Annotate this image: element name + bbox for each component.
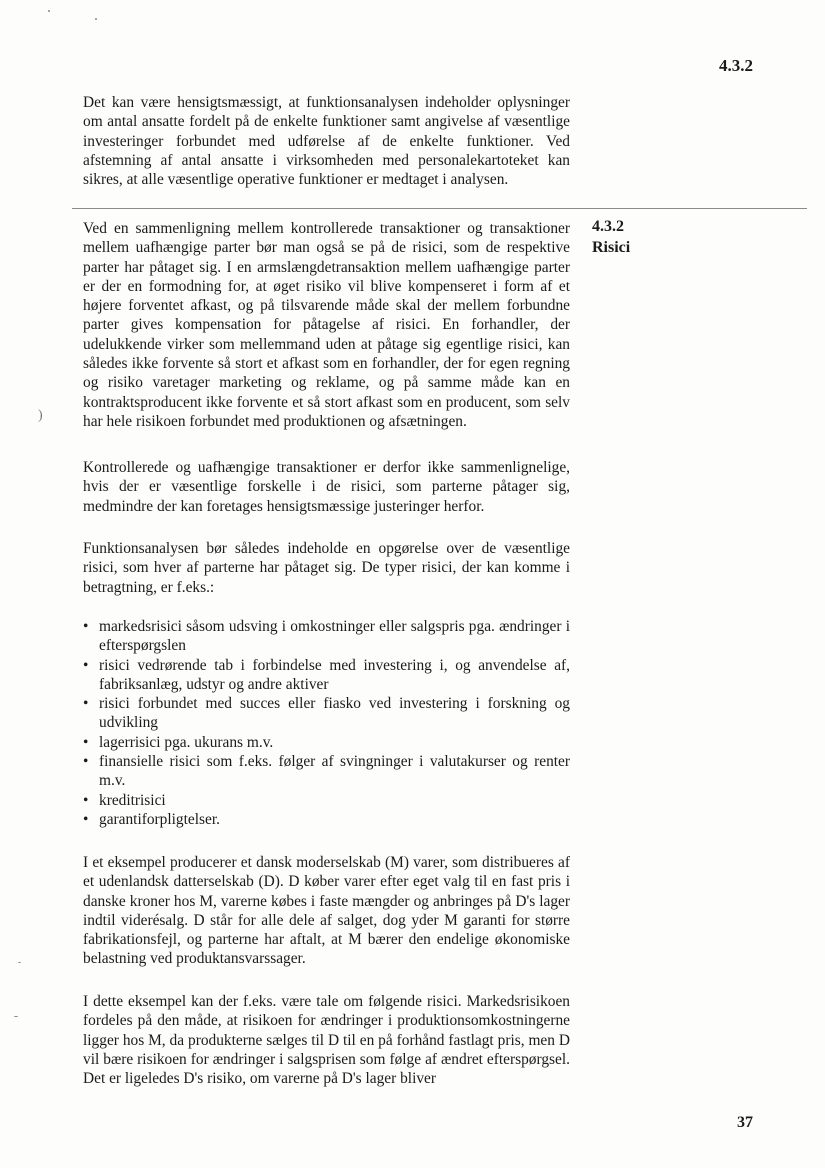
list-item-text: finansielle risici som f.eks. følger af svingninger i valutakurser og renter m.v. [99,753,570,790]
bullet-icon: • [83,695,89,713]
scan-speck [48,10,50,12]
list-item-text: lagerrisici pga. ukurans m.v. [99,733,274,751]
list-item-text: garantiforpligtelser. [99,810,220,828]
paragraph-example-risks: I dette eksempel kan der f.eks. være tale om følgende risici. Markedsrisikoen fordeles på den måde, at risikoen for ændringer i produktionsomkostningerne ligger hos M, da produkterne sælges til D til en på forhånd fastlagt pris, men D vil bære risikoen for ændringer i salgsprisen som følge af ændret efterspørgsel. Det er ligeledes D's risiko, om varerne på D's lager bliver [83,993,570,1088]
header-section-number: 4.3.2 [719,56,753,75]
scan-speck [95,18,97,20]
scan-speck [18,962,21,963]
list-item [83,791,570,810]
bullet-icon: • [83,791,89,809]
page-number: 37 [737,1114,753,1131]
bullet-icon: • [83,618,89,635]
bullet-icon: • [83,753,89,771]
intro-paragraph: Det kan være hensigtsmæssigt, at funktionsanalysen indeholder oplysninger om antal ansatte fordelt på de enkelte funktioner samt angivelse af væsentlige investeringer forbundet med udførelse af de enkelte funktioner. Ved afstemning af antal ansatte i virksomheden med personalekartoteket kan sikres, at alle væsentlige operative funktioner er medtaget i analysen. [83,94,570,189]
list-item [83,733,570,752]
list-item-text: kreditrisici [99,791,166,809]
bullet-icon: • [83,733,89,751]
list-item [83,617,570,656]
paragraph-example: I et eksempel producerer et dansk moderselskab (M) varer, som distribueres af et udenlandsk datterselskab (D). D køber varer efter eget valg til en fast pris i danske kroner hos M, varerne købes i faste mængder og anbringes på D's lager indtil viderésalg. D står for alle dele af salget, dog yder M garanti for større fabrikationsfejl, og parterne har aftalt, at M bærer den endelige økonomiske belastning ved produktansvarssager. [83,854,570,968]
bullet-icon: • [83,656,89,674]
scan-speck [14,1016,18,1017]
list-item-text: markedsrisici såsom udsving i omkostninger eller salgspris pga. ændringer i efterspørgslen [99,618,570,655]
list-item [83,752,570,791]
paragraph-comparability: Kontrollerede og uafhængige transaktioner er derfor ikke sammenlignelige, hvis der er væsentlige forskelle i de risici, som parterne påtager sig, medmindre der kan foretages hensigtsmæssige justeringer herfor. [83,459,570,515]
list-item-text: risici forbundet med succes eller fiasko ved investering i forskning og udvikling [99,695,570,732]
list-item-text: risici vedrørende tab i forbindelse med investering i, og anvendelse af, fabriksanlæg, udstyr og andre aktiver [99,656,570,693]
section-title: Risici [592,239,631,256]
scan-mark-icon: ) [38,408,43,423]
bullet-icon: • [83,810,89,828]
paragraph-risks-intro: Ved en sammenligning mellem kontrollerede transaktioner og transaktioner mellem uafhængige parter bør man også se på de risici, som de respektive parter har påtaget sig. I en armslængdetransaktion mellem uafhængige parter er der en formodning for, at øget risiko vil blive kompenseret i form af et højere forventet afkast, og på tilsvarende måde skal der mellem forbundne parter gives kompensation for påtagelse af risici. En forhandler, der udelukkende virker som mellemmand uden at påtage sig egentlige risici, kan således ikke forvente så stort et afkast som en forhandler, der for egen regning og risiko varetager marketing og reklame, og på samme måde kan en kontraktsproducent ikke forvente et så stort afkast som en producent, som selv har hele risikoen forbundet med produktionen og afsætningen. [83,220,570,430]
risk-list [83,617,570,829]
list-item [83,810,570,829]
list-item [83,694,570,733]
list-item [83,656,570,695]
paragraph-risk-types: Funktionsanalysen bør således indeholde en opgørelse over de væsentlige risici, som hver af parterne har påtaget sig. De typer risici, der kan komme i betragtning, er f.eks.: [83,540,570,596]
section-number: 4.3.2 [592,218,624,235]
section-divider [72,208,807,209]
